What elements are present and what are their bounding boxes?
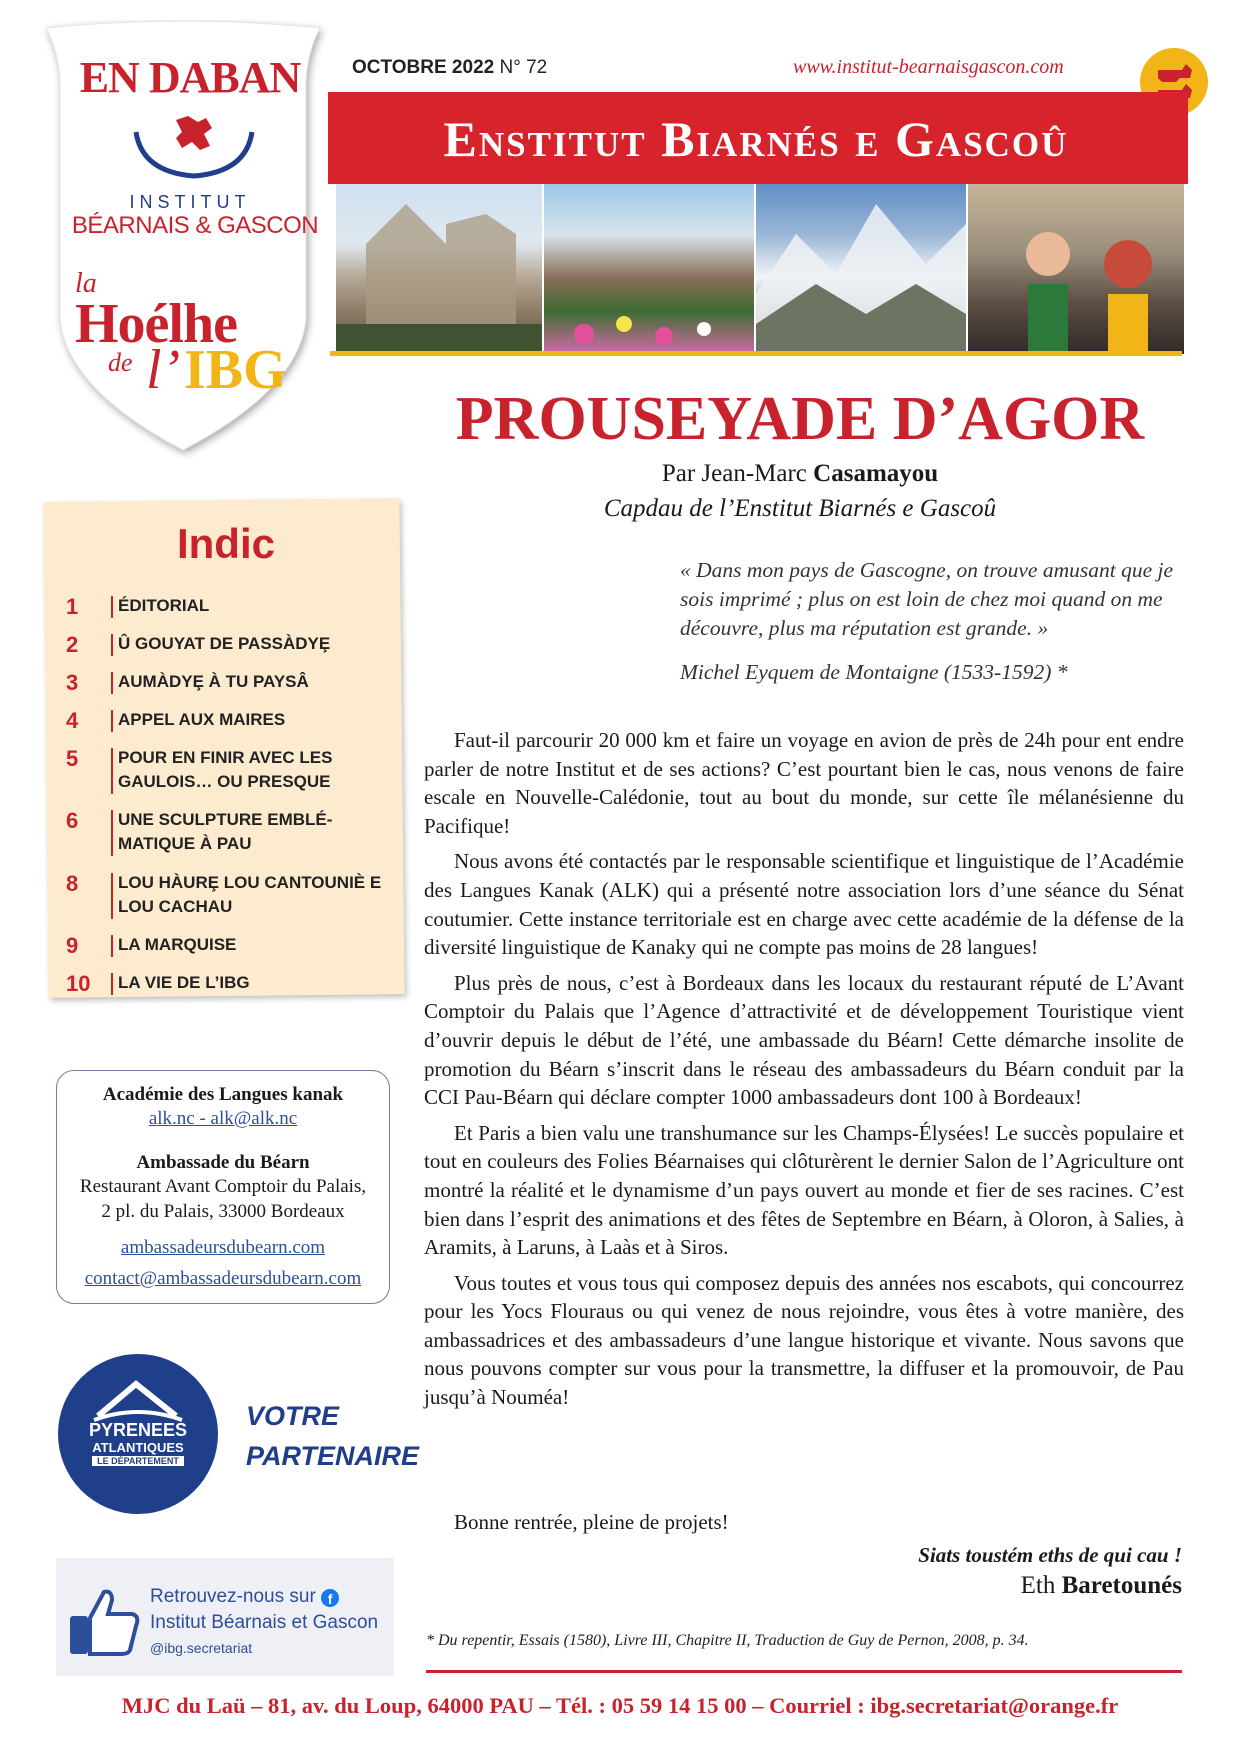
toc-divider — [111, 810, 113, 856]
pa-logo-text-1: PYRENEES — [88, 1420, 188, 1440]
en-daban-title: EN DABAN — [79, 53, 301, 102]
toc-divider — [111, 710, 113, 732]
toc-label: POUR EN FINIR AVEC LES GAULOIS… OU PRESQUE — [118, 748, 333, 791]
toc-number: 10 — [66, 971, 91, 996]
facebook-icon: f — [321, 1589, 339, 1607]
hoelhe-ibg: IBG — [184, 339, 287, 401]
issue-info: OCTOBRE 2022 N° 72 — [352, 57, 548, 78]
ambassade-title: Ambassade du Béarn — [136, 1152, 310, 1173]
toc-title: Indic — [176, 520, 275, 567]
facebook-text-1: Retrouvez-nous sur f — [150, 1586, 339, 1608]
toc-number: 3 — [66, 670, 79, 695]
institut-name: BÉARNAIS & GASCON — [71, 212, 319, 239]
toc-divider — [111, 634, 113, 656]
hoelhe-la: la — [75, 268, 97, 299]
pa-logo-text-2: ATLANTIQUES — [92, 1440, 184, 1455]
partner-label — [246, 1396, 419, 1476]
photo-strip-border — [330, 184, 1182, 356]
toc-label: LA VIE DE L’IBG — [118, 973, 250, 992]
thumbs-up-icon — [66, 1586, 142, 1658]
toc-divider — [111, 935, 113, 957]
epigraph-author: Michel Eyquem de Montaigne (1533-1592) * — [680, 660, 1068, 684]
hoelhe-de: de — [108, 348, 133, 377]
pa-logo-text-3: LE DÉPARTEMENT — [92, 1456, 184, 1466]
alk-links[interactable]: alk.nc - alk@alk.nc — [148, 1108, 298, 1129]
toc-number: 9 — [66, 933, 79, 958]
ibg-lion-logo-icon — [132, 112, 256, 186]
toc-number: 6 — [66, 808, 79, 833]
toc-divider — [111, 672, 113, 694]
toc-label: AUMÀDYȨ À TU PAYSÂ — [118, 672, 309, 691]
toc-divider — [111, 973, 113, 995]
hoelhe-title: Hoélhe — [75, 293, 237, 355]
alk-title: Académie des Langues kanak — [102, 1084, 344, 1105]
toc-label: LOU HÀURȨ LOU CANTOUNIÈ E LOU CACHAU — [118, 873, 382, 916]
institut-label: INSTITUT — [129, 192, 251, 212]
closing-line: Bonne rentrée, pleine de projets! — [454, 1510, 729, 1534]
toc-label: LA MARQUISE — [118, 935, 237, 954]
article-body — [424, 726, 1184, 1419]
website-link[interactable]: www.institut-bearnaisgascon.com — [793, 56, 1064, 78]
toc-divider — [111, 596, 113, 618]
toc-number: 2 — [66, 632, 79, 657]
toc-number: 4 — [66, 708, 79, 733]
article-paragraph: Et Paris a bien valu une transhumance sur les Champs-Élysées! Le succès populaire et tout en couleurs des Folies Béarnaises qui clôturèrent le dernier Salon de l’Agriculture ont montré la réalité et le dynamisme d’un pays ouvert au monde et fier de ses racines. C’est bien dans l’esprit des animations et des fêtes de Septembre en Béarn, à Oloron, à Salies, à Aramits, à Laruns, à Laàs et à Siros. — [424, 1120, 1184, 1260]
signature: Eth Baretounés — [1020, 1572, 1182, 1599]
toc-number: 1 — [66, 594, 79, 619]
facebook-handle: @ibg.secretariat — [150, 1640, 253, 1656]
ambassade-website[interactable]: ambassadeursdubearn.com — [120, 1237, 326, 1258]
article-paragraph: Faut-il parcourir 20 000 km et faire un voyage en avion de près de 24h pour ent endre parler de notre Institut et de ses actions? C’est pourtant bien le cas, nous venons de faire escale en Nouvelle-Calédonie, tout au bout du monde, sur cette île mélanésienne du Pacifique! — [424, 728, 1184, 838]
toc-number: 8 — [66, 871, 79, 896]
toc-number: 5 — [66, 746, 79, 771]
band-title: Enstitut Biarnés e Gascoû — [443, 111, 1069, 167]
article-paragraph: Nous avons été contactés par le responsable scientifique et linguistique de l’Académie des Langues Kanak (ALK) qui a présenté notre association lors d’une séance du Sénat coutumier. Cette instance territoriale est en charge avec cette académie de la défense de la diversité linguistique de Kanaky qui ne compte pas moins de 28 langues! — [424, 849, 1184, 960]
article-paragraph: Vous toutes et vous tous qui composez depuis des années nos escabots, qui concourrez pour les Yocs Flouraus ou qui venez de nous rejoindre, vous êtes à votre manière, des ambassadrices et des ambassadeurs d’une langue historique et vivante. Nous savons que nous pouvons compter sur vous pour la transmettre, la diffuser et la promouvoir, de Pau jusqu’à Nouméa! — [424, 1270, 1184, 1410]
article-title: PROUSEYADE D’AGOR — [455, 385, 1145, 453]
toc-divider — [111, 748, 113, 794]
author-role: Capdau de l’Enstitut Biarnés e Gascoû — [603, 495, 997, 522]
partner-line-1: VOTRE — [246, 1401, 340, 1431]
closing-motto: Siats toustém eths de qui cau ! — [918, 1543, 1182, 1567]
facebook-text-2: Institut Béarnais et Gascon — [150, 1612, 379, 1633]
epigraph-quote: « Dans mon pays de Gascogne, on trouve amusant que je sois imprimé ; plus on est loin de chez moi quand on me découvre, plus ma réputation est grande. » — [680, 558, 1174, 640]
footer-divider — [426, 1670, 1182, 1673]
ambassade-email[interactable]: contact@ambassadeursdubearn.com — [84, 1268, 362, 1289]
toc-label: Û GOUYAT DE PASSÀDYȨ — [118, 634, 331, 653]
toc-label: UNE SCULPTURE EMBLÉ-MATIQUE À PAU — [118, 810, 333, 853]
toc-divider — [111, 873, 113, 919]
toc-label: APPEL AUX MAIRES — [118, 710, 286, 729]
article-paragraph: Plus près de nous, c’est à Bordeaux dans les locaux du restaurant réputé de L’Avant Comptoir du Palais que l’Agence d’attractivité et de développement Touristique vient d’ouvrir depuis le début de l’été, une ambassade du Béarn! Cette démarche insolite de promotion du Béarn s’inscrit dans le réseau des ambassadeurs du Béarn conduit par la CCI Pau-Béarn qui déclare compter 1000 ambassadeurs dont 100 à Bordeaux! — [424, 970, 1184, 1110]
hoelhe-l: l’ — [146, 339, 181, 401]
article-byline: Par Jean-Marc Casamayou — [661, 460, 939, 487]
footer-contact: MJC du Laü – 81, av. du Loup, 64000 PAU – Tél. : 05 59 14 15 00 – Courriel : ibg.secretariat@orange.fr — [121, 1693, 1119, 1718]
ambassade-address-1: Restaurant Avant Comptoir du Palais, — [79, 1176, 367, 1197]
toc-label: ÉDITORIAL — [118, 596, 210, 615]
partner-line-2: PARTENAIRE — [246, 1441, 420, 1471]
ambassade-address-2: 2 pl. du Palais, 33000 Bordeaux — [101, 1201, 345, 1222]
footnote: * Du repentir, Essais (1580), Livre III, Chapitre II, Traduction de Guy de Pernon, 2008, p. 34. — [426, 1632, 1029, 1649]
